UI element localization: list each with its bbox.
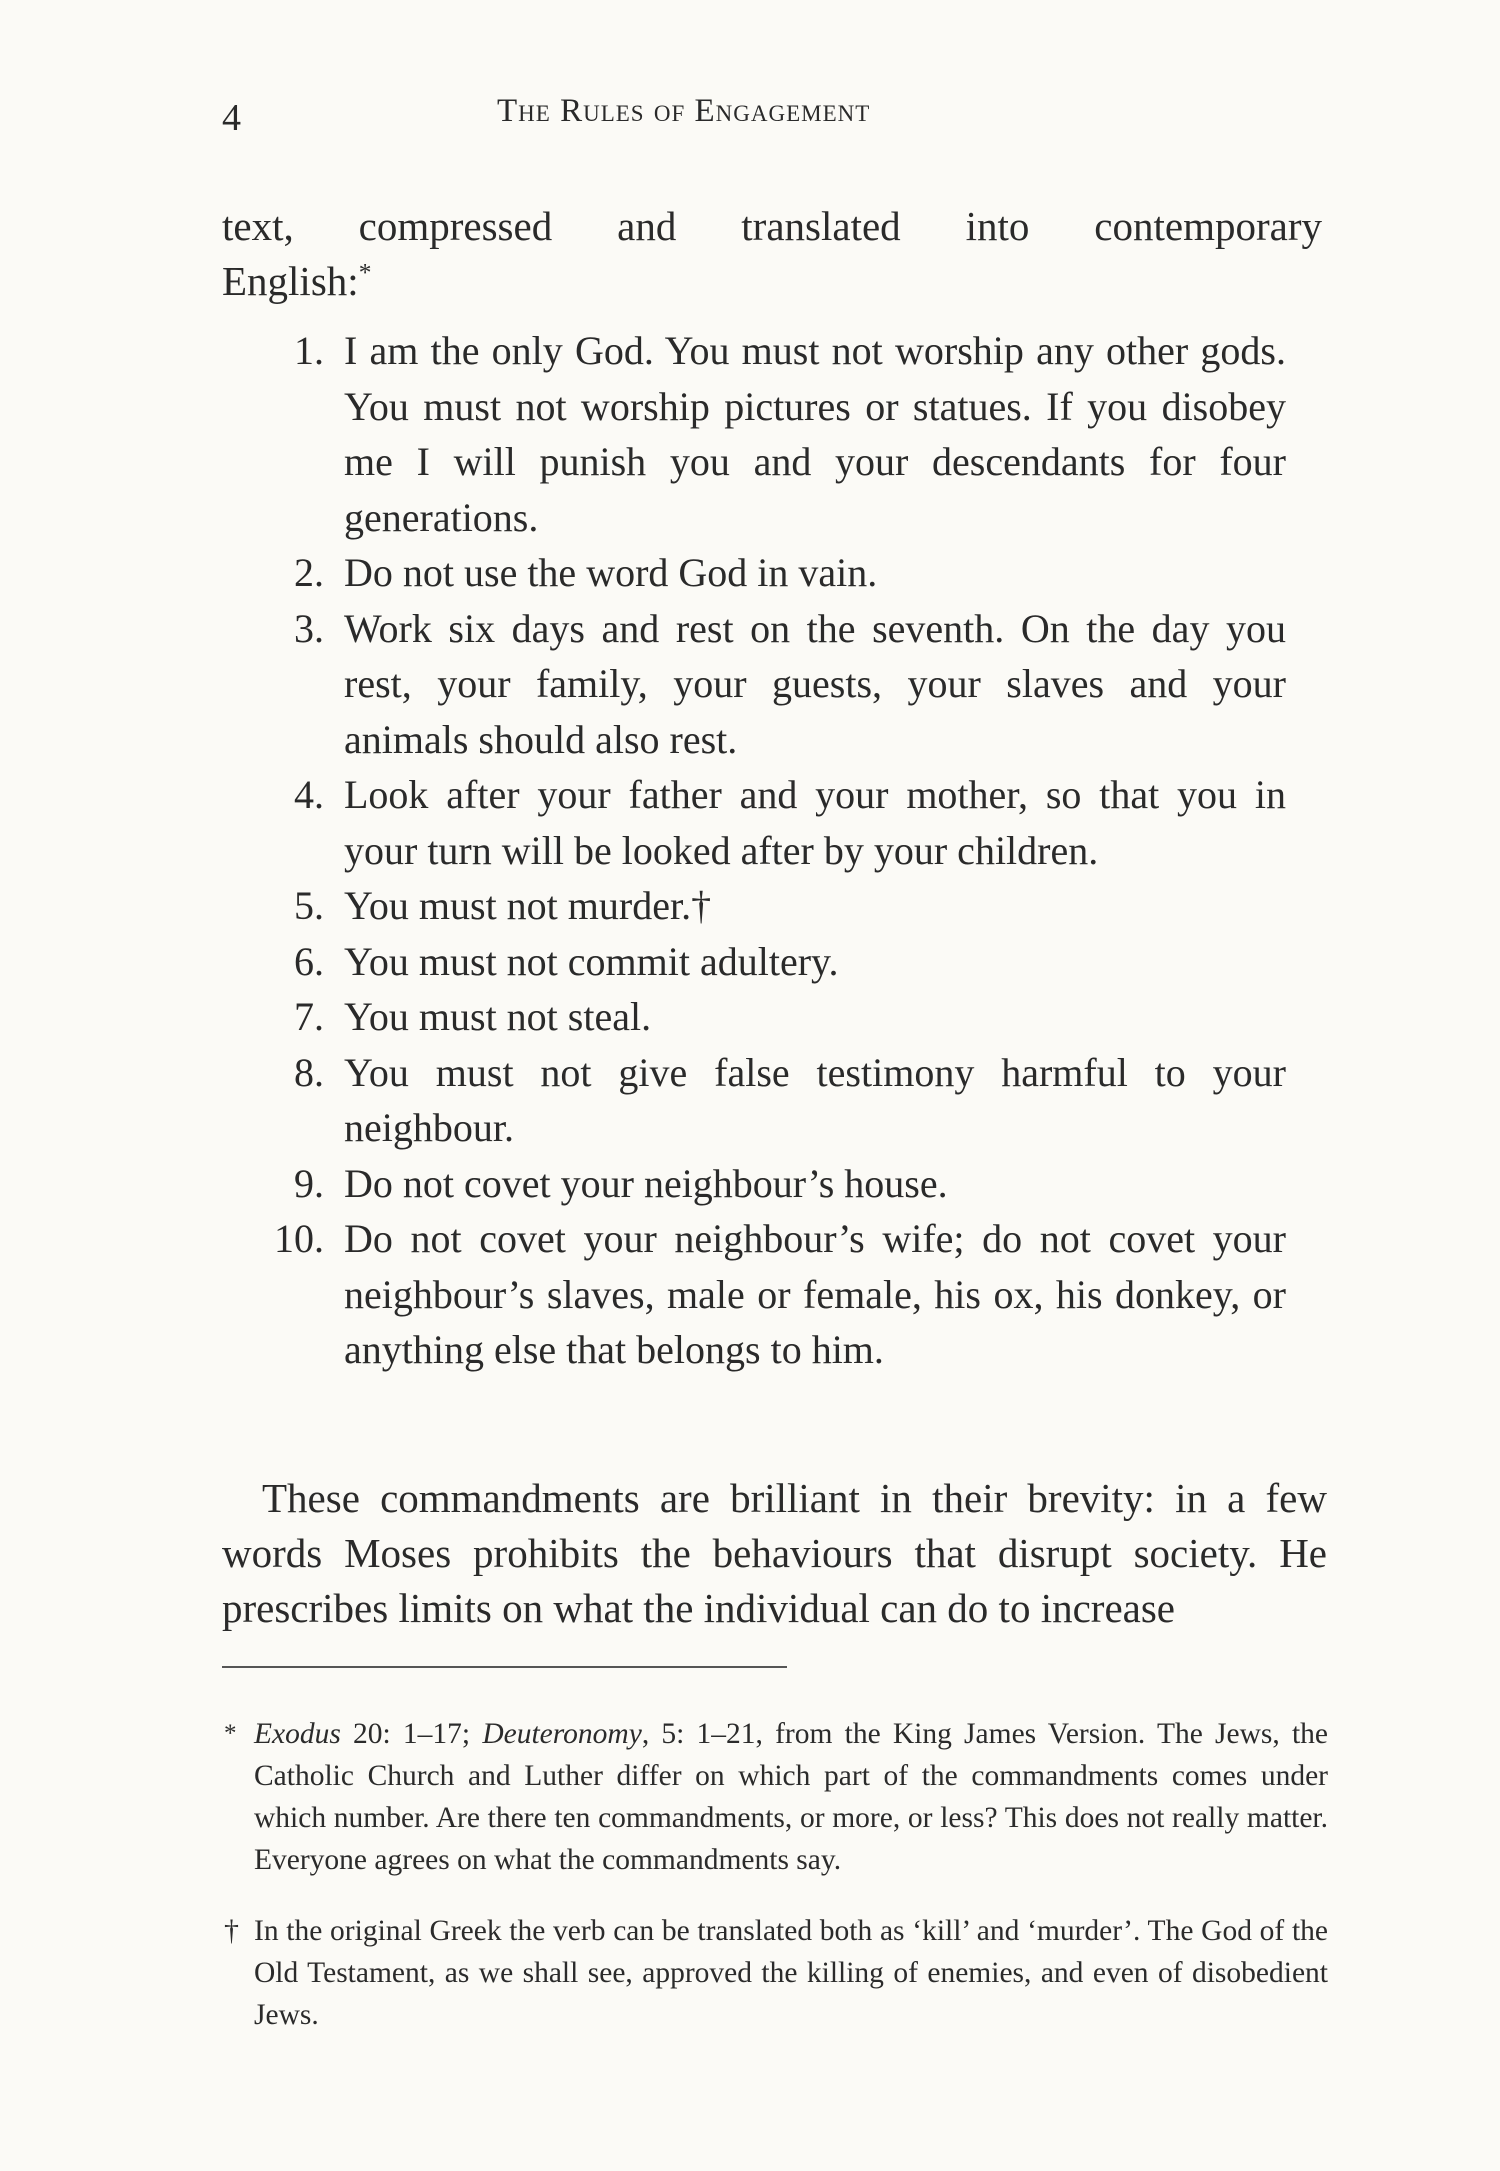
running-head <box>222 86 1322 146</box>
page-number: 4 <box>222 97 242 139</box>
footnote-reference-dagger: † <box>691 883 712 928</box>
commandment-item-5 <box>252 878 1286 934</box>
commandment-item-6 <box>252 934 1286 990</box>
running-head-title: The Rules of Engagement <box>497 93 871 129</box>
footnotes-section <box>222 1683 1328 2038</box>
dagger-icon: † <box>224 1914 239 1947</box>
commandment-text: Do not covet your neighbour’s house. <box>344 1160 948 1206</box>
commandment-text: You must not steal. <box>344 994 652 1039</box>
exodus-verse-reference: 20: 1–17; <box>340 1717 483 1750</box>
commandment-number: 7. <box>294 994 324 1039</box>
commandment-text: Look after your father and your mother, so that you in your turn will be looked after by your children. <box>344 772 1286 873</box>
commandment-number: 1. <box>294 328 324 373</box>
commandment-text: Do not use the word God in vain. <box>344 550 878 595</box>
footnote-divider <box>222 1666 787 1668</box>
commandment-text: I am the only God. You must not worship any other gods. You must not worship pictures or statues. If you disobey me I will punish you and your descendants for four generations. <box>344 328 1286 540</box>
commandment-item-7 <box>252 989 1286 1045</box>
footnote-asterisk <box>222 1713 1328 1881</box>
commandment-number: 6. <box>294 938 324 984</box>
commandment-item-9 <box>252 1156 1286 1212</box>
commandment-item-4 <box>252 767 1286 878</box>
deuteronomy-reference: Deuteronomy <box>482 1717 642 1750</box>
footnote-reference-asterisk: * <box>358 258 372 287</box>
intro-line-2 <box>222 254 1322 309</box>
intro-text <box>222 199 1322 309</box>
commandment-item-1 <box>252 323 1286 545</box>
commandment-number: 9. <box>294 1160 324 1206</box>
commandment-number: 3. <box>294 605 324 651</box>
commandment-number: 4. <box>294 772 324 817</box>
intro-line-1: text, compressed and translated into contemporary <box>222 203 1322 249</box>
intro-line-2-text: English: <box>222 258 359 304</box>
asterisk-icon: * <box>224 1719 237 1747</box>
exodus-reference: Exodus <box>254 1717 341 1750</box>
footnote-dagger <box>222 1910 1328 2036</box>
commandment-text: Work six days and rest on the seventh. On the day you rest, your family, your guests, your slaves and your animals should also rest. <box>344 605 1286 762</box>
commandment-number: 10. <box>274 1216 324 1261</box>
body-paragraph: These commandments are brilliant in their brevity: in a few words Moses prohibits the behaviours that disrupt society. He prescribes limits on what the individual can do to increase <box>222 1475 1327 1631</box>
commandment-text: You must not give false testimony harmful to your neighbour. <box>344 1049 1286 1150</box>
commandment-item-2 <box>252 545 1286 601</box>
commandment-number: 2. <box>294 550 324 595</box>
commandment-text: You must not commit adultery. <box>344 938 839 984</box>
commandment-number: 8. <box>294 1049 324 1095</box>
commandment-item-8 <box>252 1045 1286 1156</box>
commandment-item-10 <box>252 1211 1286 1378</box>
commandment-text: Do not covet your neighbour’s wife; do not covet your neighbour’s slaves, male or female, his ox, his donkey, or anything else that belongs to him. <box>344 1216 1286 1372</box>
commandment-text-content: You must not murder. <box>344 883 692 928</box>
commandment-number: 5. <box>294 883 324 928</box>
commandment-text <box>344 878 1286 934</box>
footnote-dagger-text: In the original Greek the verb can be translated both as ‘kill’ and ‘murder’. The God of the Old Testament, as we shall see, approved the killing of enemies, and even of disobedient Jews. <box>254 1915 1328 2031</box>
commandments-list <box>252 323 1286 1378</box>
footnote-asterisk-text: , 5: 1–21, from the King James Version. The Jews, the Catholic Church and Luther differ on which part of the commandments comes under which number. Are there ten commandments, or more, or less? This does not really matter. Everyone agrees on what the commandments say. <box>254 1717 1328 1876</box>
commandment-item-3 <box>252 601 1286 768</box>
